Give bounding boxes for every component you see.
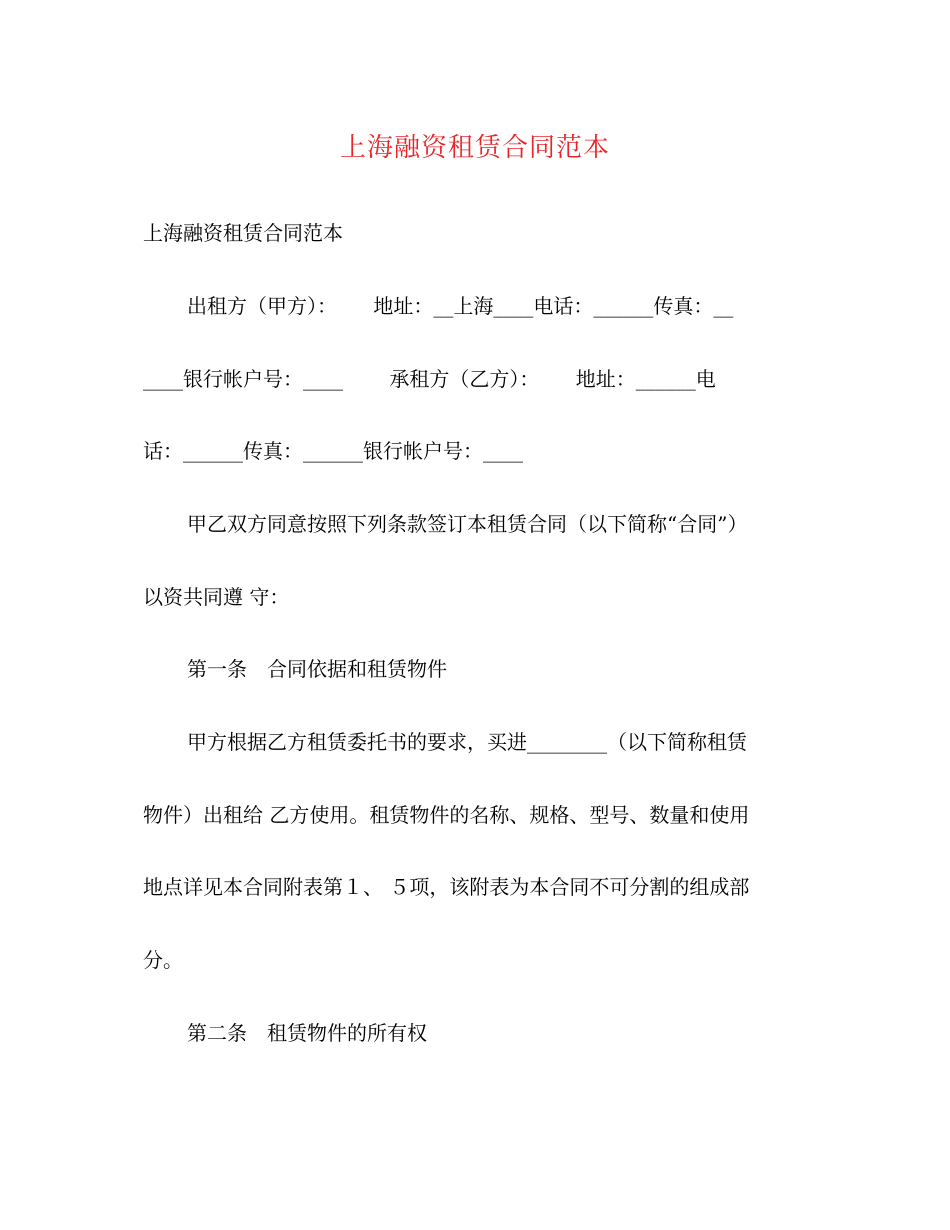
party-a-line: 出租方（甲方）： 地址：__上海____电话：______传真：__ [187, 294, 734, 318]
article-1-text-2: 物件）出租给 乙方使用。租赁物件的名称、规格、型号、数量和使用 [143, 803, 750, 827]
article-1-heading: 第一条 合同依据和租赁物件 [187, 657, 447, 681]
agreement-intro-line: 甲乙双方同意按照下列条款签订本租赁合同（以下简称“合同”） [187, 512, 748, 536]
agreement-intro-cont: 以资共同遵 守： [143, 585, 290, 609]
party-b-contact-line: 话：______传真：______银行帐户号：____ [143, 439, 523, 463]
subtitle-line: 上海融资租赁合同范本 [143, 221, 343, 245]
article-1-text-1: 甲方根据乙方租赁委托书的要求，买进________（以下简称租赁 [187, 730, 747, 754]
article-1-text-3: 地点详见本合同附表第１、 ５项，该附表为本合同不可分割的组成部 [143, 875, 750, 899]
article-1-text-4: 分。 [143, 948, 183, 972]
article-2-heading: 第二条 租赁物件的所有权 [187, 1021, 427, 1045]
party-b-line: ____银行帐户号：____ 承租方（乙方）： 地址：______电 [143, 367, 716, 391]
document-title: 上海融资租赁合同范本 [339, 133, 610, 163]
